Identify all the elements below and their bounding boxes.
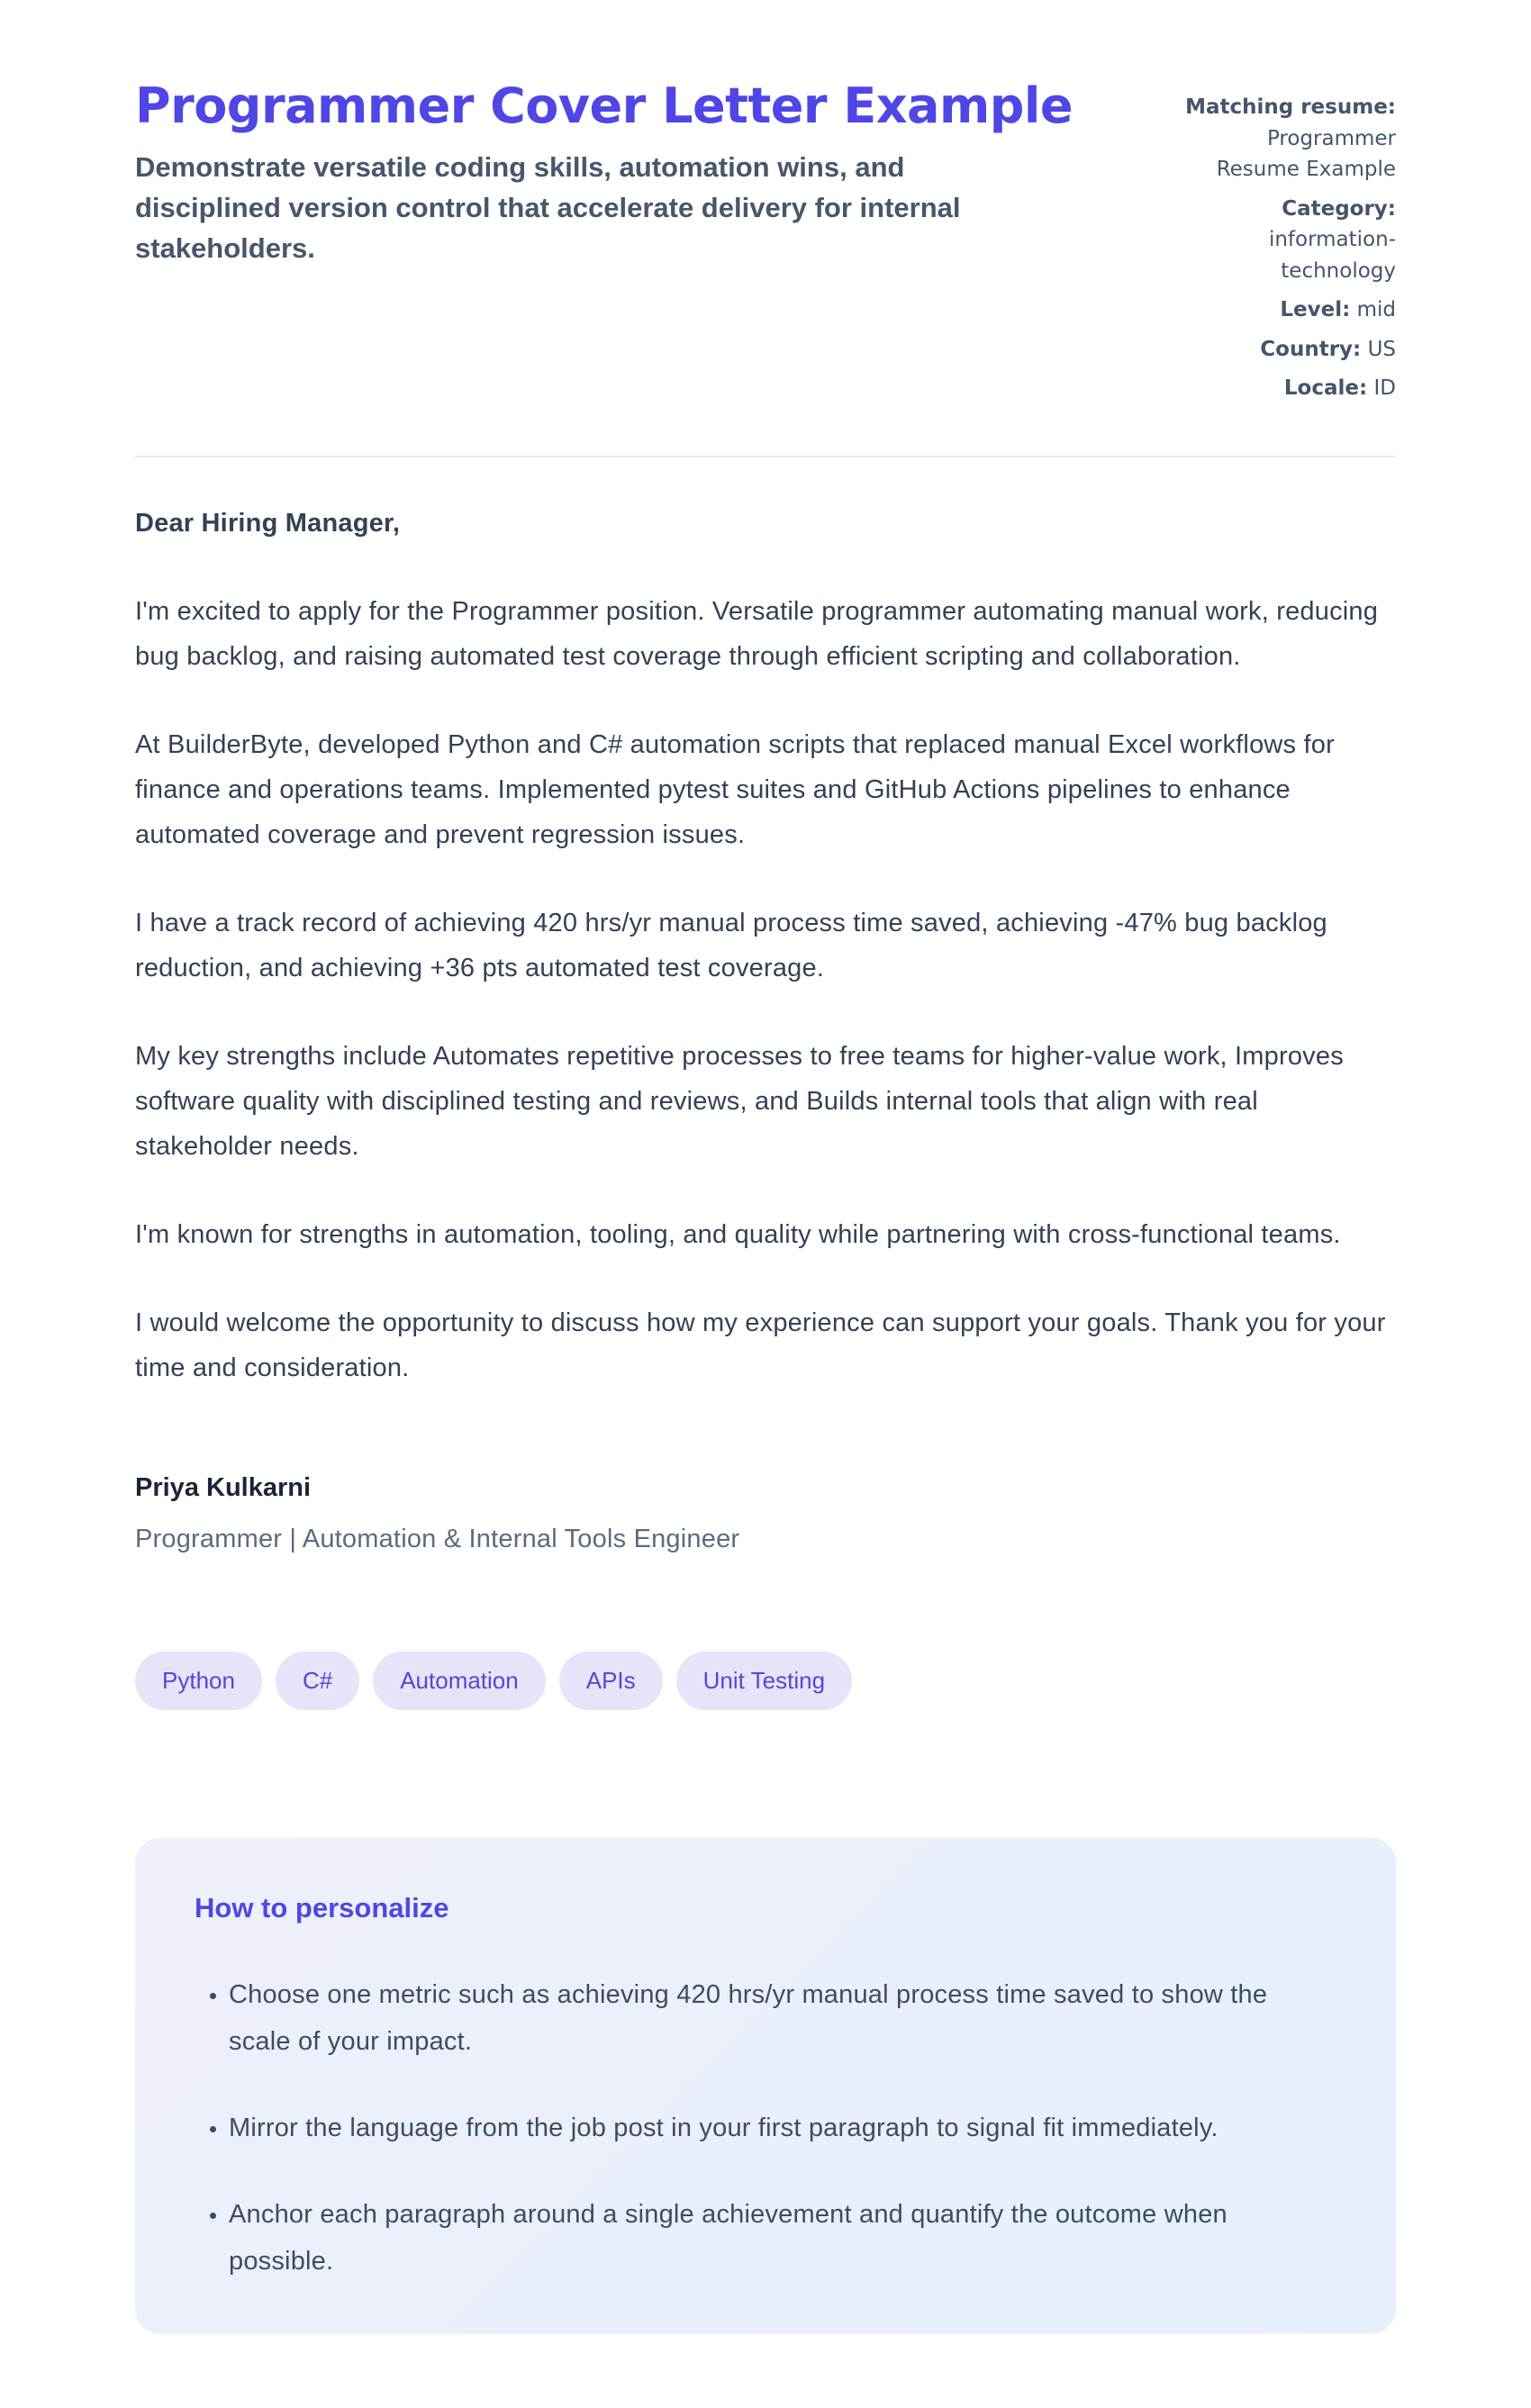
meta-locale	[1184, 373, 1396, 404]
letter-paragraph: My key strengths include Automates repetitive processes to free teams for higher-value work, Improves software quality with disciplined testing and reviews, and Builds internal tools that align with real stakeholder needs.	[135, 1041, 1344, 1161]
meta-category-value: information-technology	[1268, 228, 1396, 283]
page-title: Programmer Cover Letter Example	[135, 77, 1074, 134]
personalize-tip: • Anchor each paragraph around a single achievement and quantify the outcome when possible.	[229, 2191, 1311, 2285]
header-title-block	[135, 77, 1108, 269]
meta-locale-label: Locale:	[1283, 376, 1368, 400]
meta-category-label: Category:	[1282, 196, 1396, 221]
letter-greeting: Dear Hiring Manager,	[135, 508, 401, 538]
meta-locale-value: ID	[1373, 376, 1396, 400]
signature-role: Programmer | Automation & Internal Tools Engineer	[135, 1524, 740, 1553]
skill-tag-list	[135, 1652, 1396, 1710]
meta-category	[1184, 194, 1396, 287]
header-divider	[135, 456, 1396, 457]
letter-paragraph: At BuilderByte, developed Python and C# automation scripts that replaced manual Excel workflows for finance and operations teams. Implemented pytest suites and GitHub Actions pipelines to enhance automated coverage and prevent regression issues.	[135, 729, 1335, 849]
letter-paragraph: I'm excited to apply for the Programmer position. Versatile programmer automating manual work, reducing bug backlog, and raising automated test coverage through efficient scripting and collaboration.	[135, 596, 1379, 671]
skill-tag: C#	[276, 1652, 359, 1710]
page-header	[135, 77, 1396, 412]
skill-tag: Unit Testing	[676, 1652, 852, 1710]
skill-tag: Automation	[373, 1652, 546, 1710]
personalize-tip-list	[195, 1971, 1311, 2285]
letter-paragraph: I'm known for strengths in automation, tooling, and quality while partnering with cross-functional teams.	[135, 1219, 1341, 1249]
cover-letter-page	[135, 0, 1396, 2333]
meta-level-value: mid	[1356, 298, 1396, 321]
skill-tag: APIs	[559, 1652, 663, 1710]
meta-level-label: Level:	[1280, 298, 1351, 321]
meta-country	[1184, 334, 1396, 366]
meta-country-value: US	[1367, 337, 1396, 361]
letter-paragraph: I would welcome the opportunity to discuss how my experience can support your goals. Thank you for your time and consideration.	[135, 1308, 1386, 1382]
meta-country-label: Country:	[1260, 337, 1362, 361]
signature-block	[135, 1473, 1396, 1554]
meta-matching-resume-label: Matching resume:	[1185, 95, 1396, 119]
cover-letter-body	[135, 501, 1396, 1554]
personalize-tip: • Choose one metric such as achieving 420 hrs/yr manual process time saved to show the scale of your impact.	[229, 1971, 1311, 2065]
meta-level	[1184, 294, 1396, 326]
resume-meta-panel	[1184, 77, 1396, 412]
page-subtitle: Demonstrate versatile coding skills, automation wins, and disciplined version control that accelerate delivery for internal stakeholders.	[135, 150, 961, 264]
skill-tag: Python	[135, 1652, 262, 1710]
signature-name: Priya Kulkarni	[135, 1472, 312, 1502]
meta-matching-resume-value: Programmer Resume Example	[1216, 126, 1396, 181]
letter-paragraph: I have a track record of achieving 420 hrs/yr manual process time saved, achieving -47% bug backlog reduction, and achieving +36 pts automated test coverage.	[135, 908, 1327, 982]
how-to-personalize-box	[135, 1838, 1396, 2333]
meta-matching-resume	[1184, 92, 1396, 186]
personalize-title: How to personalize	[195, 1891, 449, 1924]
personalize-tip: • Mirror the language from the job post in your first paragraph to signal fit immediately.	[229, 2105, 1311, 2151]
